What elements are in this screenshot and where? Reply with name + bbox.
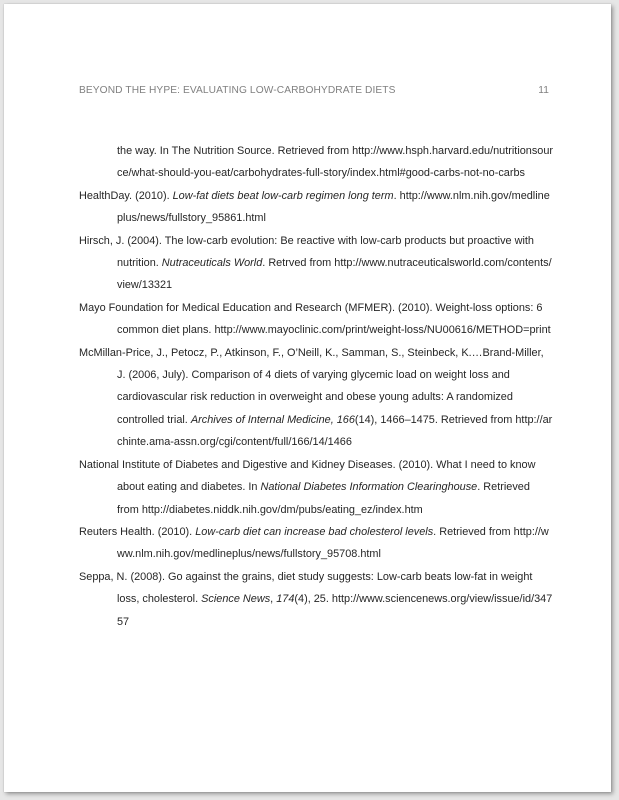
reference-text: National Institute of Diabetes and Digestive and Kidney Diseases. (2010). What I need to know about eating and diabetes. In (79, 458, 536, 494)
reference-text: Seppa, N. (2008). Go against the grains, diet study suggests: Low-carb beats low-fat in weight loss, cholesterol. (79, 570, 533, 606)
reference-title-italic: Nutraceuticals World (161, 257, 263, 270)
reference-entry (79, 297, 554, 342)
reference-text: (4), 25. (294, 593, 332, 606)
reference-entry (79, 566, 554, 633)
reference-title-italic: Science News (201, 593, 271, 606)
reference-text: Reuters Health. (2010). (79, 525, 196, 538)
reference-text: . Retrieved from (117, 481, 530, 516)
reference-entry (79, 454, 554, 521)
reference-entry (79, 185, 554, 230)
reference-text: (14), 1466–1475. Retrieved from (354, 413, 516, 426)
reference-entry (79, 140, 554, 185)
reference-url: http://www.hsph.harvard.edu/nutritionsource/what-should-you-eat/carbohydrates-full-story/index.html#good-carbs-not-no-carbs (117, 145, 554, 180)
reference-title-italic: Archives of Internal Medicine, 166 (190, 413, 355, 426)
page-number: 11 (538, 85, 549, 96)
running-head-title: BEYOND THE HYPE: EVALUATING LOW-CARBOHYDRATE DIETS (79, 85, 396, 96)
reference-url: http://www.sciencenews.org/view/issue/id/34757 (117, 593, 553, 628)
reference-url: http://www.nutraceuticalsworld.com/contents/view/13321 (117, 257, 552, 292)
reference-url: http://archinte.ama-assn.org/cgi/content/full/166/14/1466 (117, 413, 553, 449)
reference-list (79, 140, 554, 633)
reference-volume-italic: 174 (276, 593, 295, 606)
reference-entry (79, 342, 554, 454)
reference-title-italic: Low-fat diets beat low-carb regimen long term (172, 189, 394, 202)
reference-text: HealthDay. (2010). (79, 189, 173, 202)
reference-text: . Retrved from (262, 257, 335, 270)
running-head (79, 85, 549, 96)
reference-text: . (393, 189, 400, 202)
reference-url: http://diabetes.niddk.nih.gov/dm/pubs/eating_ez/index.htm (141, 503, 423, 516)
reference-title-italic: National Diabetes Information Clearinghouse (260, 481, 478, 494)
reference-text: , (270, 593, 277, 606)
reference-text: McMillan-Price, J., Petocz, P., Atkinson, F., O’Neill, K., Samman, S., Steinbeck, K.…Brand-Miller, J. (2006, July). Comparison of 4 diets of varying glycemic load on weight loss and cardiovascular risk reduction in overweight and obese young adults: A randomized controlled trial. (79, 346, 544, 426)
reference-url: http://www.mayoclinic.com/print/weight-loss/NU00616/METHOD=print (214, 324, 551, 337)
reference-url: http://www.nlm.nih.gov/medlineplus/news/fullstory_95861.html (117, 189, 550, 225)
reference-text: Mayo Foundation for Medical Education and Research (MFMER). (2010). Weight-loss options: 6 common diet plans. (79, 301, 543, 337)
reference-entry (79, 230, 554, 297)
reference-title-italic: Low-carb diet can increase bad cholesterol levels (195, 525, 434, 538)
reference-text: Hirsch, J. (2004). The low-carb evolution: Be reactive with low-carb products but proactive with nutrition. (79, 234, 534, 270)
reference-url: http://www.nlm.nih.gov/medlineplus/news/fullstory_95708.html (117, 525, 549, 561)
reference-text: . Retrieved from (433, 525, 514, 538)
document-page (4, 4, 611, 792)
reference-entry (79, 521, 554, 566)
reference-text: the way. In The Nutrition Source. Retrieved from (117, 145, 353, 157)
